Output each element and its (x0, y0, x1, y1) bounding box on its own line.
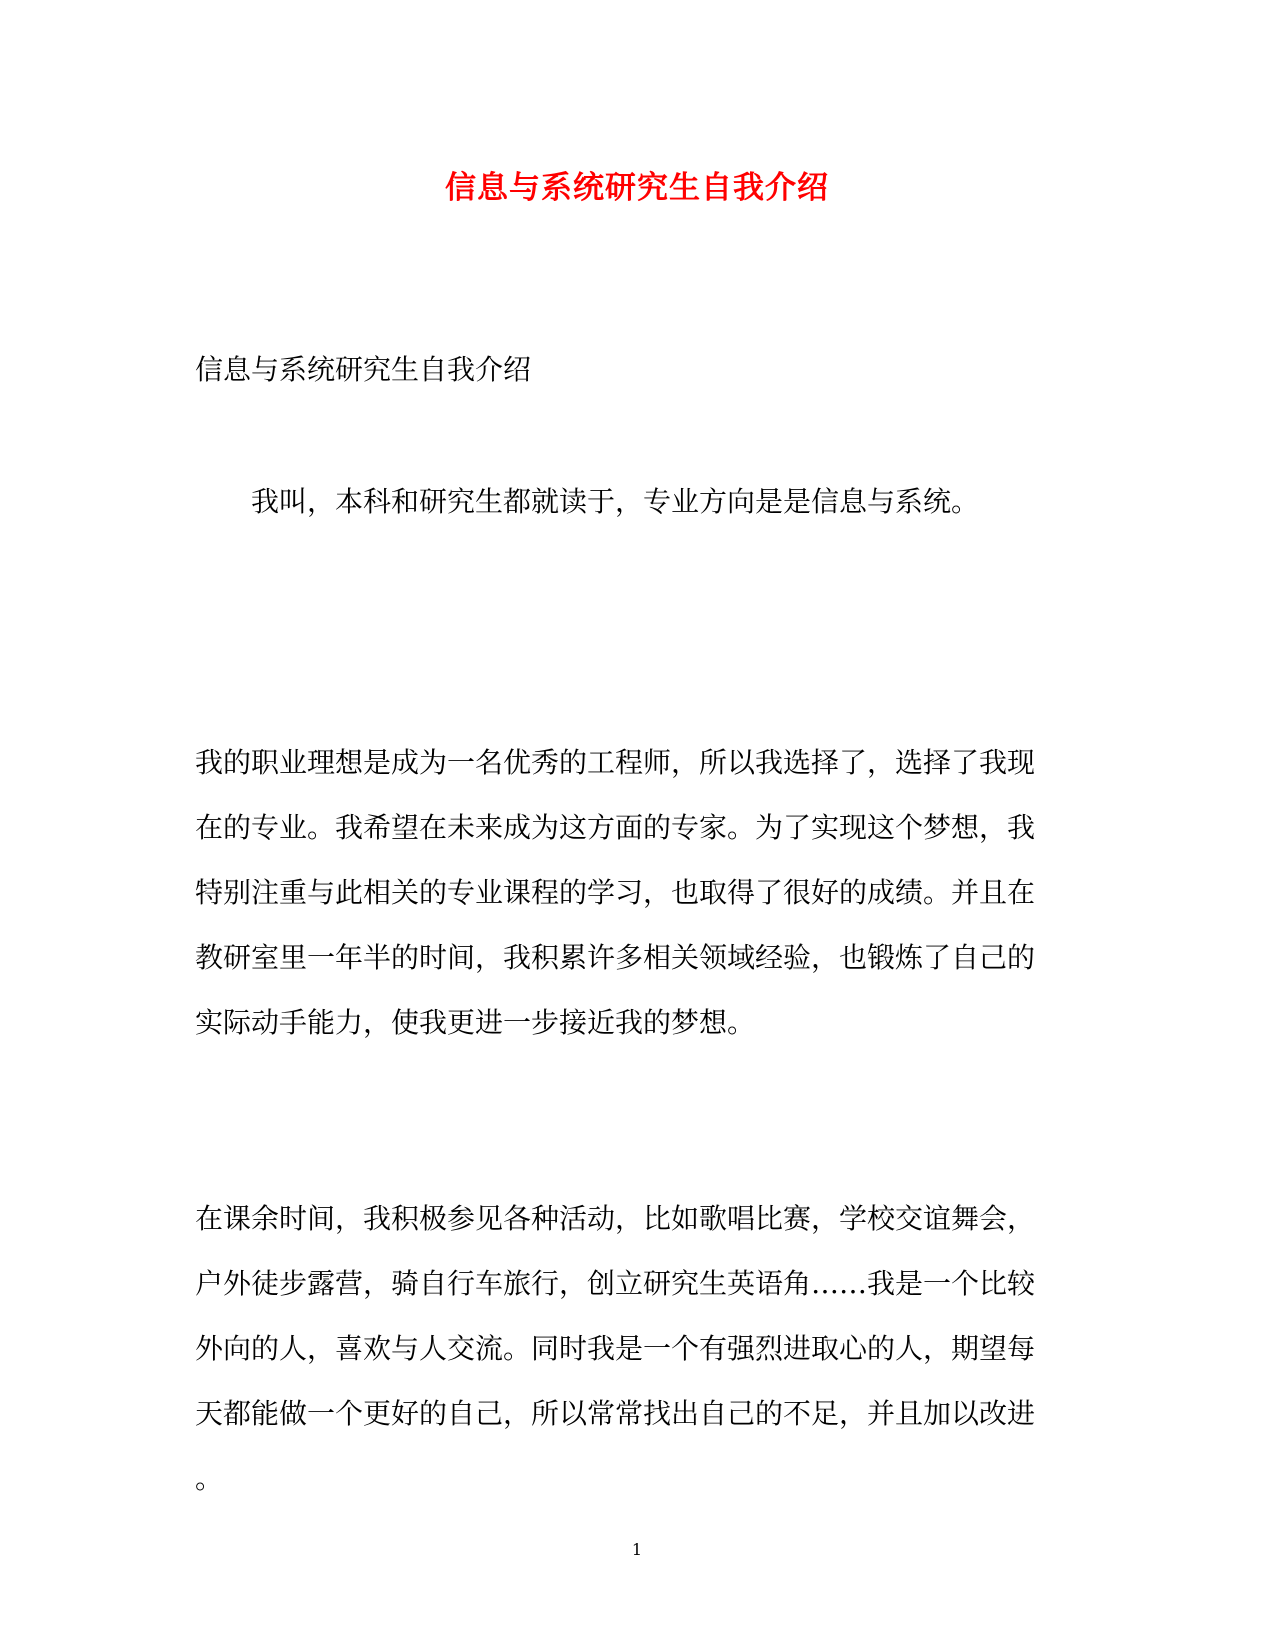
paragraph-line: 天都能做一个更好的自己，所以常常找出自己的不足，并且加以改进 (195, 1397, 1036, 1430)
paragraph-line: 教研室里一年半的时间，我积累许多相关领域经验，也锻炼了自己的 (195, 941, 1036, 974)
paragraph-line: 户外徒步露营，骑自行车旅行，创立研究生英语角……我是一个比较 (195, 1267, 1036, 1300)
paragraph-line: 在的专业。我希望在未来成为这方面的专家。为了实现这个梦想，我 (195, 811, 1036, 844)
paragraph-line: 特别注重与此相关的专业课程的学习，也取得了很好的成绩。并且在 (195, 876, 1036, 909)
paragraph-line: 实际动手能力，使我更进一步接近我的梦想。 (195, 1006, 756, 1039)
paragraph-line: 。 (195, 1462, 224, 1495)
paragraph-line: 我的职业理想是成为一名优秀的工程师，所以我选择了，选择了我现 (195, 746, 1036, 779)
paragraph-career (195, 730, 1075, 1055)
paragraph-line: 在课余时间，我积极参见各种活动，比如歌唱比赛，学校交谊舞会， (195, 1202, 1036, 1235)
document-title: 信息与系统研究生自我介绍 (445, 170, 829, 206)
document-subtitle: 信息与系统研究生自我介绍 (195, 353, 532, 386)
page-number: 1 (631, 1540, 643, 1559)
intro-paragraph: 我叫，本科和研究生都就读于，专业方向是是信息与系统。 (251, 485, 980, 518)
paragraph-line: 外向的人，喜欢与人交流。同时我是一个有强烈进取心的人，期望每 (195, 1332, 1036, 1365)
paragraph-activities (195, 1186, 1075, 1511)
